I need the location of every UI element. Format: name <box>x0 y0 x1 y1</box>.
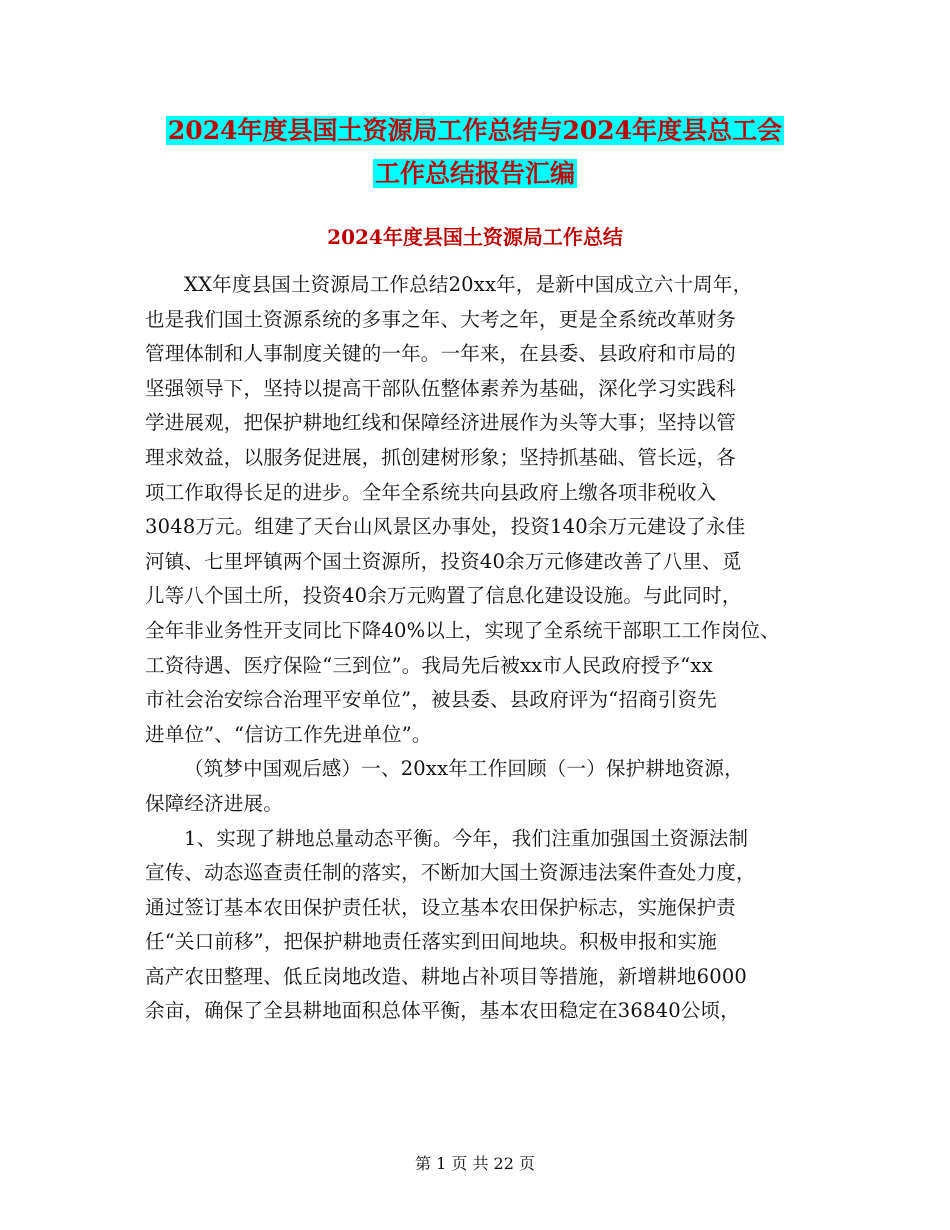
text-line: XX年度县国土资源局工作总结20xx年，是新中国成立六十周年， <box>184 273 753 296</box>
main-title-line-2-text: 工作总结报告汇编 <box>374 159 575 188</box>
text-line: 1、实现了耕地总量动态平衡。今年，我们注重加强国土资源法制 <box>184 826 749 850</box>
text-line: 全年非业务性开支同比下降40%以上，实现了全系统干部职工工作岗位、 <box>145 618 780 642</box>
text-line: 3048万元。组建了天台山风景区办事处，投资140余万元建设了永佳 <box>145 515 746 539</box>
page-footer: 第 1 页 共 22 页 <box>415 1154 535 1173</box>
text-line: 理求效益，以服务促进展，抓创建树形象；坚持抓基础、管长远，各 <box>145 445 737 469</box>
text-line: 河镇、七里坪镇两个国土资源所，投资40余万元修建改善了八里、觅 <box>145 549 742 573</box>
text-line: 市社会治安综合治理平安单位”，被县委、县政府评为“招商引资先 <box>145 688 717 712</box>
text-line: 坚强领导下，坚持以提高干部队伍整体素养为基础，深化学习实践科 <box>145 376 737 400</box>
text-line: 保障经济进展。 <box>145 791 283 815</box>
main-title-line-1-text: 2024年度县国土资源局工作总结与2024年度县总工会 <box>167 116 783 145</box>
text-line: 通过签订基本农田保护责任状，设立基本农田保护标志，实施保护责 <box>145 895 737 919</box>
text-line: （筑梦中国观后感）一、20xx年工作回顾（一）保护耕地资源， <box>184 757 744 781</box>
main-title-line-2 <box>0 157 950 191</box>
text-line: 学进展观，把保护耕地红线和保障经济进展作为头等大事；坚持以管 <box>145 411 737 435</box>
text-line: 工资待遇、医疗保险“三到位”。我局先后被xx市人民政府授予“xx <box>145 653 713 677</box>
text-line: 余亩，确保了全县耕地面积总体平衡，基本农田稳定在36840公顷， <box>145 999 740 1023</box>
text-line: 宣传、动态巡查责任制的落实，不断加大国土资源违法案件查处力度， <box>145 861 756 885</box>
body-text <box>145 268 815 1029</box>
section-title: 2024年度县国土资源局工作总结 <box>327 225 623 249</box>
text-line: 任“关口前移”，把保护耕地责任落实到田间地块。积极申报和实施 <box>145 930 717 954</box>
main-title-line-1 <box>0 114 950 148</box>
text-line: 儿等八个国土所，投资40余万元购置了信息化建设设施。与此同时， <box>145 584 742 608</box>
text-line: 也是我们国土资源系统的多事之年、大考之年，更是全系统改革财务 <box>145 307 737 331</box>
text-line: 管理体制和人事制度关键的一年。一年来，在县委、县政府和市局的 <box>145 342 737 366</box>
text-line: 进单位”、“信访工作先进单位”。 <box>145 722 432 746</box>
text-line: 高产农田整理、低丘岗地改造、耕地占补项目等措施，新增耕地6000 <box>145 964 748 988</box>
text-line: 项工作取得长足的进步。全年全系统共向县政府上缴各项非税收入 <box>145 480 717 504</box>
